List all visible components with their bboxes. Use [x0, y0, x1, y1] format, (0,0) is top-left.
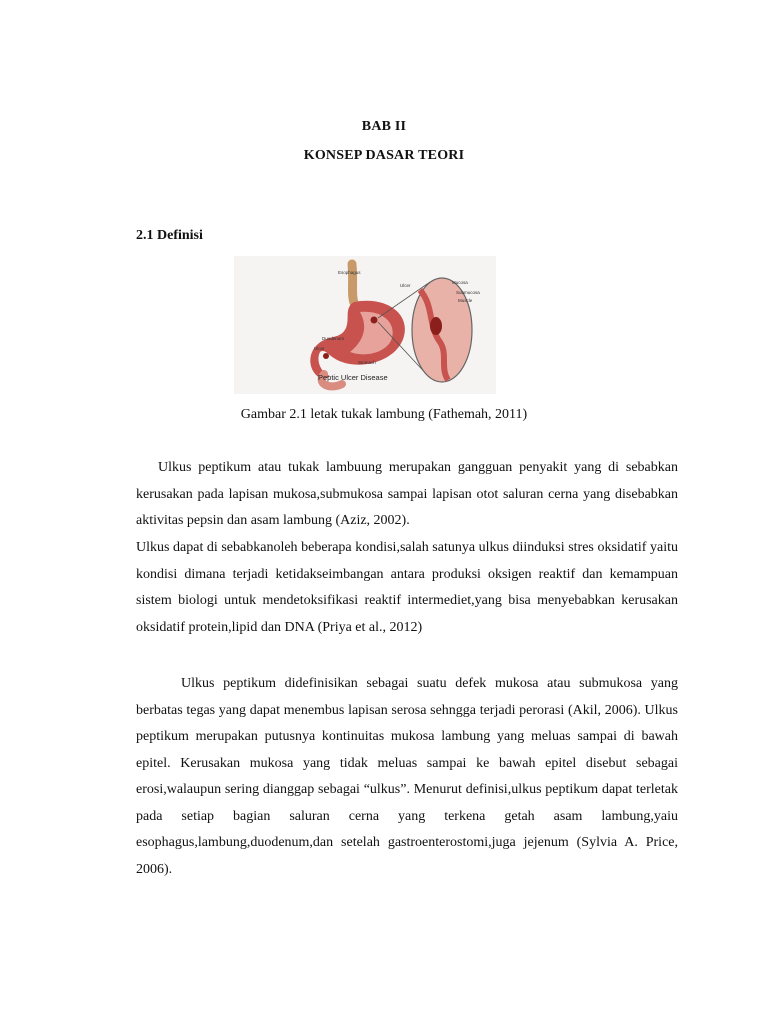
label-esophagus: Esophagus: [338, 270, 361, 275]
label-submucosa: Submucosa: [456, 290, 480, 295]
stomach-illustration: [234, 256, 496, 394]
label-muscle: Muscle: [458, 298, 473, 303]
paragraph-3: Ulkus peptikum didefinisikan sebagai suatu defek mukosa atau submukosa yang berbatas tegas yang dapat menembus lapisan serosa sehngga terjadi perorasi (Akil, 2006). Ulkus peptikum merupakan putusnya kontinuitas mukosa lambung yang meluas sampai di bawah epitel. Kerusakan mukosa yang tidak meluas sampai ke bawah epitel disebut sebagai erosi,walaupun sering dianggap sebagai “ulkus”. Menurut definisi,ulkus peptikum dapat terletak pada setiap bagian saluran cerna yang terkena getah asam lambung,yaiu esophagus,lambung,duodenum,dan setelah gastroenterostomi,juga jejenum (Sylvia A. Price, 2006).: [136, 676, 678, 877]
paragraph-2: Ulkus dapat di sebabkanoleh beberapa kondisi,salah satunya ulkus diinduksi stres oksidatif yaitu kondisi dimana terjadi ketidakseimbangan antara produksi oksigen reaktif dan kemampuan sistem biologi untuk mendetoksifikasi reaktif intermediet,yang bisa menyebabkan kerusakan oksidatif protein,lipid dan DNA (Priya et al., 2012): [136, 540, 678, 635]
figure-caption: Gambar 2.1 letak tukak lambung (Fathemah, 2011): [240, 407, 528, 422]
chapter-number: BAB II: [361, 119, 407, 134]
figure-image-title: Peptic Ulcer Disease: [318, 373, 388, 382]
ulcer-spot: [323, 353, 329, 359]
label-mucosa: Mucosa: [452, 280, 468, 285]
label-duodenum: Duodenum: [322, 336, 345, 341]
label-stomach: Stomach: [358, 360, 376, 365]
label-ulcer-duodenal: Ulcer: [314, 346, 325, 351]
ulcer-spot: [371, 317, 378, 324]
ulcer-crater: [430, 317, 442, 335]
section-heading: 2.1 Definisi: [136, 228, 203, 243]
label-ulcer: Ulcer: [400, 283, 411, 288]
chapter-title: KONSEP DASAR TEORI: [303, 148, 465, 163]
peptic-ulcer-figure: [234, 256, 496, 394]
paragraph-1: Ulkus peptikum atau tukak lambuung merupakan gangguan penyakit yang di sebabkan kerusakan pada lapisan mukosa,submukosa sampai lapisan otot saluran cerna yang disebabkan aktivitas pepsin dan asam lambung (Aziz, 2002).: [136, 460, 678, 528]
